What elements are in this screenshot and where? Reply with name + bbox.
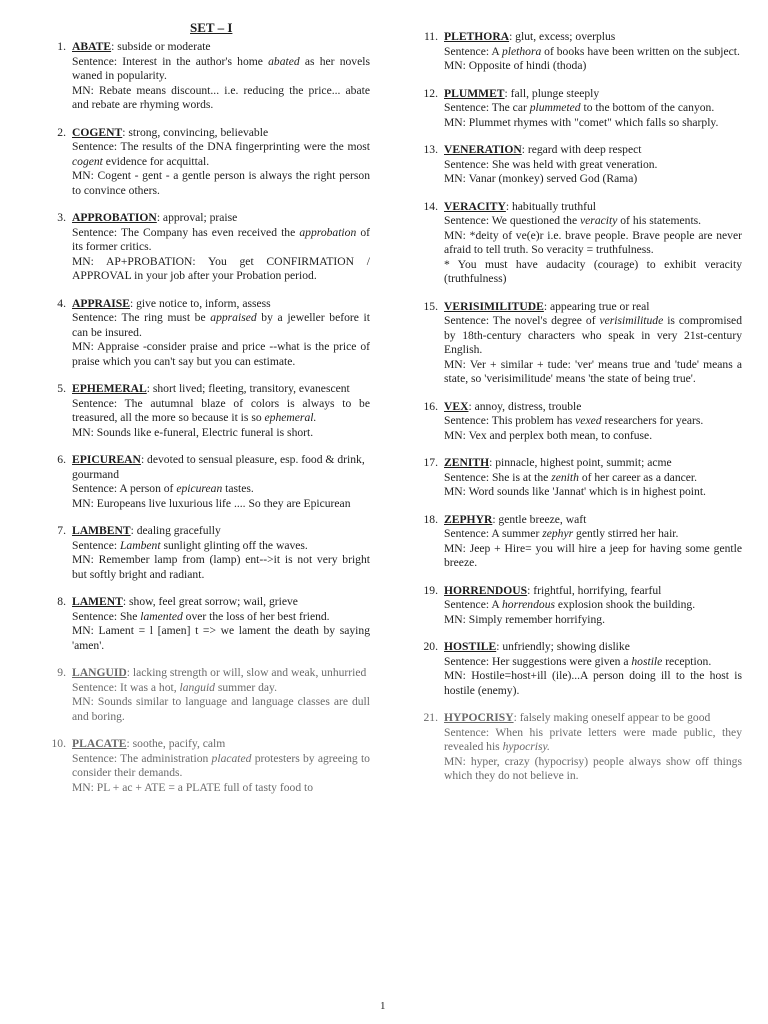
sentence-text: by a jeweller before it can be insured. bbox=[72, 311, 370, 339]
entry-heading bbox=[444, 300, 742, 315]
entry-heading bbox=[72, 40, 370, 55]
mnemonic: MN: Vanar (monkey) served God (Rama) bbox=[444, 172, 638, 185]
sentence-text: Sentence: A summer bbox=[444, 527, 543, 540]
vocab-entry bbox=[412, 30, 742, 74]
sentence-text: Sentence: The car bbox=[444, 101, 530, 114]
entry-number: 3. bbox=[57, 211, 66, 224]
sentence-text: to the bottom of the canyon. bbox=[580, 101, 715, 114]
entry-number: 2. bbox=[57, 125, 66, 139]
mnemonic: MN: AP+PROBATION: You get CONFIRMATION / APPROVAL in your job after your Probation period. bbox=[72, 254, 370, 282]
sentence-text: over the loss of her best friend. bbox=[182, 609, 330, 623]
mnemonic: MN: Appraise -consider praise and price --what is the price of praise which you can't say but you can estimate. bbox=[72, 340, 370, 368]
vocab-entry bbox=[40, 40, 370, 113]
sentence-text: of her career as a dancer. bbox=[578, 470, 698, 484]
sentence-text: Sentence: This problem has bbox=[444, 414, 576, 427]
mnemonic-extra: * You must have audacity (courage) to exhibit veracity (truthfulness) bbox=[444, 257, 742, 285]
vocab-word: VERACITY bbox=[444, 199, 506, 213]
sentence-highlight: abated bbox=[268, 54, 300, 68]
vocab-definition: : devoted to sensual pleasure, esp. food & drink, gourmand bbox=[72, 453, 365, 481]
vocab-definition: : regard with deep respect bbox=[521, 143, 642, 156]
sentence-text: Sentence: The administration bbox=[72, 751, 212, 765]
vocab-entry bbox=[40, 382, 370, 440]
sentence-text: evidence for acquittal. bbox=[102, 154, 210, 168]
mnemonic: MN: Cogent - gent - a gentle person is always the right person to convince others. bbox=[72, 169, 370, 197]
entry-heading bbox=[72, 382, 370, 397]
vocab-word: VENERATION bbox=[444, 143, 522, 156]
entry-heading bbox=[444, 584, 742, 599]
entry-number: 10. bbox=[51, 737, 66, 750]
entry-heading bbox=[444, 456, 742, 471]
sentence-highlight: verisimilitude bbox=[599, 314, 664, 327]
entry-heading bbox=[72, 297, 370, 312]
vocab-entry bbox=[412, 640, 742, 698]
sentence-highlight: hostile bbox=[631, 654, 663, 668]
entry-heading bbox=[444, 87, 742, 102]
vocab-definition: : gentle breeze, waft bbox=[492, 512, 587, 526]
sentence-text: Sentence: It was a hot, bbox=[72, 680, 180, 694]
sentence-text: tastes. bbox=[222, 482, 254, 495]
entry-number: 13. bbox=[423, 143, 438, 156]
sentence-highlight: appraised bbox=[210, 311, 257, 324]
vocab-word: APPROBATION bbox=[72, 211, 157, 224]
mnemonic: MN: Vex and perplex both mean, to confuse. bbox=[444, 428, 653, 442]
vocab-entry bbox=[40, 126, 370, 199]
vocab-definition: : appearing true or real bbox=[543, 299, 650, 313]
entry-heading bbox=[444, 711, 742, 726]
vocab-word: PLUMMET bbox=[444, 86, 505, 100]
entry-heading bbox=[444, 143, 742, 158]
example-sentence bbox=[444, 726, 742, 755]
example-sentence bbox=[444, 598, 742, 613]
vocab-entry bbox=[40, 737, 370, 795]
sentence-highlight: plethora bbox=[501, 44, 542, 58]
entry-number: 20. bbox=[423, 640, 438, 653]
entry-number: 8. bbox=[57, 595, 66, 608]
sentence-highlight: vexed bbox=[575, 414, 602, 427]
example-sentence bbox=[72, 311, 370, 340]
vocab-word: PLACATE bbox=[72, 737, 127, 750]
example-sentence bbox=[72, 55, 370, 84]
vocab-definition: : give notice to, inform, assess bbox=[129, 296, 271, 310]
entry-number: 11. bbox=[423, 30, 438, 43]
sentence-text: Sentence: A bbox=[444, 44, 502, 58]
sentence-text: of books have been written on the subject. bbox=[541, 44, 740, 58]
sentence-text: as her novels waned in popularity. bbox=[72, 54, 370, 82]
sentence-text: Sentence: When his private letters were made public, they revealed his bbox=[444, 725, 742, 753]
entry-number: 18. bbox=[423, 512, 438, 526]
vocab-entry bbox=[412, 584, 742, 628]
sentence-text: Sentence: We questioned the bbox=[444, 214, 581, 227]
sentence-highlight: lamented bbox=[140, 609, 183, 623]
vocab-word: VEX bbox=[444, 399, 469, 413]
sentence-text: Sentence: The results of the DNA fingerprinting were the most bbox=[72, 140, 370, 153]
vocab-entry bbox=[412, 711, 742, 784]
vocab-word: LANGUID bbox=[72, 666, 127, 679]
sentence-text: sunlight glinting off the waves. bbox=[160, 538, 308, 552]
vocab-word: COGENT bbox=[72, 125, 123, 139]
vocab-word: HOSTILE bbox=[444, 640, 497, 653]
example-sentence bbox=[72, 752, 370, 781]
entry-number: 14. bbox=[423, 199, 438, 213]
entry-number: 5. bbox=[57, 382, 66, 395]
vocab-word: APPRAISE bbox=[72, 296, 130, 310]
sentence-text: Sentence: The Company has even received the bbox=[72, 225, 300, 239]
sentence-text: of his statements. bbox=[617, 214, 702, 227]
entry-heading bbox=[444, 513, 742, 528]
vocab-definition: : show, feel great sorrow; wail, grieve bbox=[122, 595, 298, 608]
sentence-highlight: cogent bbox=[72, 154, 103, 168]
vocab-definition: : short lived; fleeting, transitory, evanescent bbox=[146, 382, 350, 395]
vocab-definition: : strong, convincing, believable bbox=[122, 125, 269, 139]
entry-number: 15. bbox=[423, 299, 438, 313]
entry-heading bbox=[444, 200, 742, 215]
entry-heading bbox=[72, 666, 370, 681]
entry-number: 12. bbox=[423, 86, 438, 100]
example-sentence bbox=[444, 214, 742, 229]
entry-number: 9. bbox=[57, 666, 66, 679]
sentence-text: of its former critics. bbox=[72, 225, 370, 253]
vocab-entry bbox=[412, 143, 742, 187]
vocab-entry bbox=[40, 524, 370, 582]
entry-number: 1. bbox=[57, 40, 66, 53]
sentence-highlight: ephemeral. bbox=[264, 411, 317, 424]
vocab-entry bbox=[40, 666, 370, 724]
sentence-highlight: approbation bbox=[299, 225, 357, 239]
vocab-definition: : approval; praise bbox=[156, 211, 238, 224]
entry-number: 16. bbox=[423, 399, 438, 413]
example-sentence bbox=[444, 101, 742, 116]
entry-number: 4. bbox=[57, 296, 66, 310]
sentence-text: Sentence: bbox=[72, 538, 120, 552]
entry-heading bbox=[72, 737, 370, 752]
vocab-entry bbox=[412, 513, 742, 571]
sentence-text: Sentence: She is at the bbox=[444, 470, 552, 484]
entry-heading bbox=[72, 126, 370, 141]
entry-number: 6. bbox=[57, 453, 66, 466]
vocab-word: VERISIMILITUDE bbox=[444, 299, 544, 313]
vocab-definition: : fall, plunge steeply bbox=[504, 86, 600, 100]
vocab-word: EPICUREAN bbox=[72, 453, 141, 466]
sentence-text: reception. bbox=[662, 654, 712, 668]
mnemonic: MN: Jeep + Hire= you will hire a jeep for having some gentle breeze. bbox=[444, 541, 742, 569]
mnemonic: MN: hyper, crazy (hypocrisy) people always show off things which they do not believe in. bbox=[444, 754, 742, 782]
sentence-text: is compromised by 18th-century characters who speak in very 21st-century English. bbox=[444, 314, 742, 356]
entry-heading bbox=[444, 640, 742, 655]
entry-heading bbox=[72, 211, 370, 226]
vocab-word: PLETHORA bbox=[444, 30, 510, 43]
sentence-text: Sentence: The autumnal blaze of colors is always to be treasured, all the more so because it is so bbox=[72, 396, 370, 424]
sentence-text: Sentence: A person of bbox=[72, 482, 177, 495]
example-sentence bbox=[72, 681, 370, 696]
mnemonic: MN: Rebate means discount... i.e. reducing the price... abate and rebate are rhyming words. bbox=[72, 83, 370, 111]
vocab-definition: : habitually truthful bbox=[505, 199, 597, 213]
mnemonic: MN: Remember lamp from (lamp) ent-->it is not very bright but softly bright and radiant. bbox=[72, 553, 370, 581]
sentence-highlight: languid bbox=[179, 680, 215, 694]
vocab-entry bbox=[412, 456, 742, 500]
sentence-highlight: epicurean bbox=[176, 482, 223, 495]
vocab-definition: : pinnacle, highest point, summit; acme bbox=[489, 456, 672, 469]
sentence-highlight: zenith bbox=[551, 470, 579, 484]
sentence-highlight: placated bbox=[211, 751, 252, 765]
sentence-highlight: veracity bbox=[580, 214, 618, 227]
vocab-word: HORRENDOUS bbox=[444, 583, 528, 597]
sentence-text: Sentence: A bbox=[444, 598, 502, 611]
example-sentence bbox=[72, 482, 370, 497]
page-number: 1 bbox=[380, 1000, 386, 1012]
example-sentence bbox=[444, 314, 742, 358]
entry-heading bbox=[444, 400, 742, 415]
vocab-definition: : frightful, horrifying, fearful bbox=[527, 583, 662, 597]
entry-number: 7. bbox=[57, 524, 66, 537]
mnemonic: MN: Hostile=host+ill (ile)...A person doing ill to the host is hostile (enemy). bbox=[444, 669, 742, 697]
vocab-entry bbox=[40, 297, 370, 370]
entry-number: 17. bbox=[423, 456, 438, 469]
vocab-definition: : lacking strength or will, slow and weak, unhurried bbox=[126, 666, 367, 679]
vocab-word: LAMENT bbox=[72, 595, 123, 608]
right-column bbox=[412, 30, 742, 797]
vocab-definition: : unfriendly; showing dislike bbox=[496, 640, 630, 653]
example-sentence bbox=[444, 158, 742, 173]
sentence-highlight: hypocrisy. bbox=[502, 740, 550, 753]
mnemonic: MN: Sounds like e-funeral, Electric funeral is short. bbox=[72, 425, 314, 439]
vocab-entry bbox=[40, 595, 370, 653]
mnemonic: MN: Opposite of hindi (thoda) bbox=[444, 59, 587, 72]
vocab-entry bbox=[40, 453, 370, 511]
sentence-text: researchers for years. bbox=[601, 414, 704, 427]
entry-heading bbox=[444, 30, 742, 45]
vocab-definition: : annoy, distress, trouble bbox=[468, 399, 582, 413]
vocab-definition: : soothe, pacify, calm bbox=[126, 737, 226, 750]
vocab-entry bbox=[412, 200, 742, 287]
set-title: SET – I bbox=[190, 20, 233, 35]
vocab-definition: : subside or moderate bbox=[111, 40, 211, 53]
example-sentence bbox=[444, 471, 742, 486]
sentence-text: Sentence: The novel's degree of bbox=[444, 314, 600, 327]
sentence-text: Sentence: Interest in the author's home bbox=[72, 54, 269, 68]
example-sentence bbox=[72, 397, 370, 426]
entry-heading bbox=[72, 453, 370, 482]
example-sentence bbox=[72, 226, 370, 255]
example-sentence bbox=[444, 527, 742, 542]
vocab-entry bbox=[412, 400, 742, 444]
example-sentence bbox=[72, 539, 370, 554]
vocab-definition: : dealing gracefully bbox=[130, 524, 221, 537]
entry-number: 19. bbox=[423, 583, 438, 597]
entry-number: 21. bbox=[423, 711, 438, 724]
vocab-word: ZEPHYR bbox=[444, 512, 493, 526]
example-sentence bbox=[444, 655, 742, 670]
sentence-text: Sentence: Her suggestions were given a bbox=[444, 654, 632, 668]
sentence-text: protesters by agreeing to consider their demands. bbox=[72, 751, 370, 779]
vocab-word: ZENITH bbox=[444, 456, 490, 469]
example-sentence bbox=[72, 610, 370, 625]
vocab-definition: : falsely making oneself appear to be good bbox=[513, 711, 711, 724]
mnemonic: MN: Sounds similar to language and language classes are dull and boring. bbox=[72, 695, 370, 723]
sentence-text: summer day. bbox=[214, 680, 278, 694]
sentence-highlight: Lambent bbox=[119, 538, 161, 552]
sentence-text: gently stirred her hair. bbox=[573, 527, 679, 540]
sentence-text: Sentence: She was held with great veneration. bbox=[444, 157, 658, 171]
mnemonic: MN: Ver + similar + tude: 'ver' means true and 'tude' means a state, so 'verisimilitude' means 'the state of being true'. bbox=[444, 357, 742, 385]
sentence-highlight: horrendous bbox=[501, 598, 556, 611]
sentence-highlight: plummeted bbox=[529, 101, 581, 114]
example-sentence bbox=[72, 140, 370, 169]
sentence-text: Sentence: The ring must be bbox=[72, 311, 211, 324]
entry-heading bbox=[72, 595, 370, 610]
vocab-entry bbox=[40, 211, 370, 284]
mnemonic: MN: Simply remember horrifying. bbox=[444, 612, 605, 626]
left-column bbox=[40, 40, 370, 808]
mnemonic: MN: PL + ac + ATE = a PLATE full of tasty food to bbox=[72, 780, 314, 794]
example-sentence bbox=[444, 414, 742, 429]
vocab-word: EPHEMERAL bbox=[72, 382, 147, 395]
vocab-word: LAMBENT bbox=[72, 524, 131, 537]
sentence-text: Sentence: She bbox=[72, 609, 141, 623]
sentence-highlight: zephyr bbox=[542, 527, 574, 540]
example-sentence bbox=[444, 45, 742, 60]
vocab-entry bbox=[412, 87, 742, 131]
vocab-entry bbox=[412, 300, 742, 387]
mnemonic: MN: *deity of ve(e)r i.e. brave people. Brave people are never afraid to tell truth. So veracity = truthfulness. bbox=[444, 228, 742, 256]
mnemonic: MN: Europeans live luxurious life .... So they are Epicurean bbox=[72, 496, 351, 510]
mnemonic: MN: Word sounds like 'Jannat' which is in highest point. bbox=[444, 485, 706, 498]
vocab-definition: : glut, excess; overplus bbox=[509, 30, 616, 43]
vocab-word: ABATE bbox=[72, 40, 112, 53]
mnemonic: MN: Plummet rhymes with "comet" which falls so sharply. bbox=[444, 115, 719, 129]
sentence-text: explosion shook the building. bbox=[555, 598, 696, 611]
mnemonic: MN: Lament = l [amen] t => we lament the death by saying 'amen'. bbox=[72, 624, 370, 652]
entry-heading bbox=[72, 524, 370, 539]
vocab-word: HYPOCRISY bbox=[444, 711, 514, 724]
